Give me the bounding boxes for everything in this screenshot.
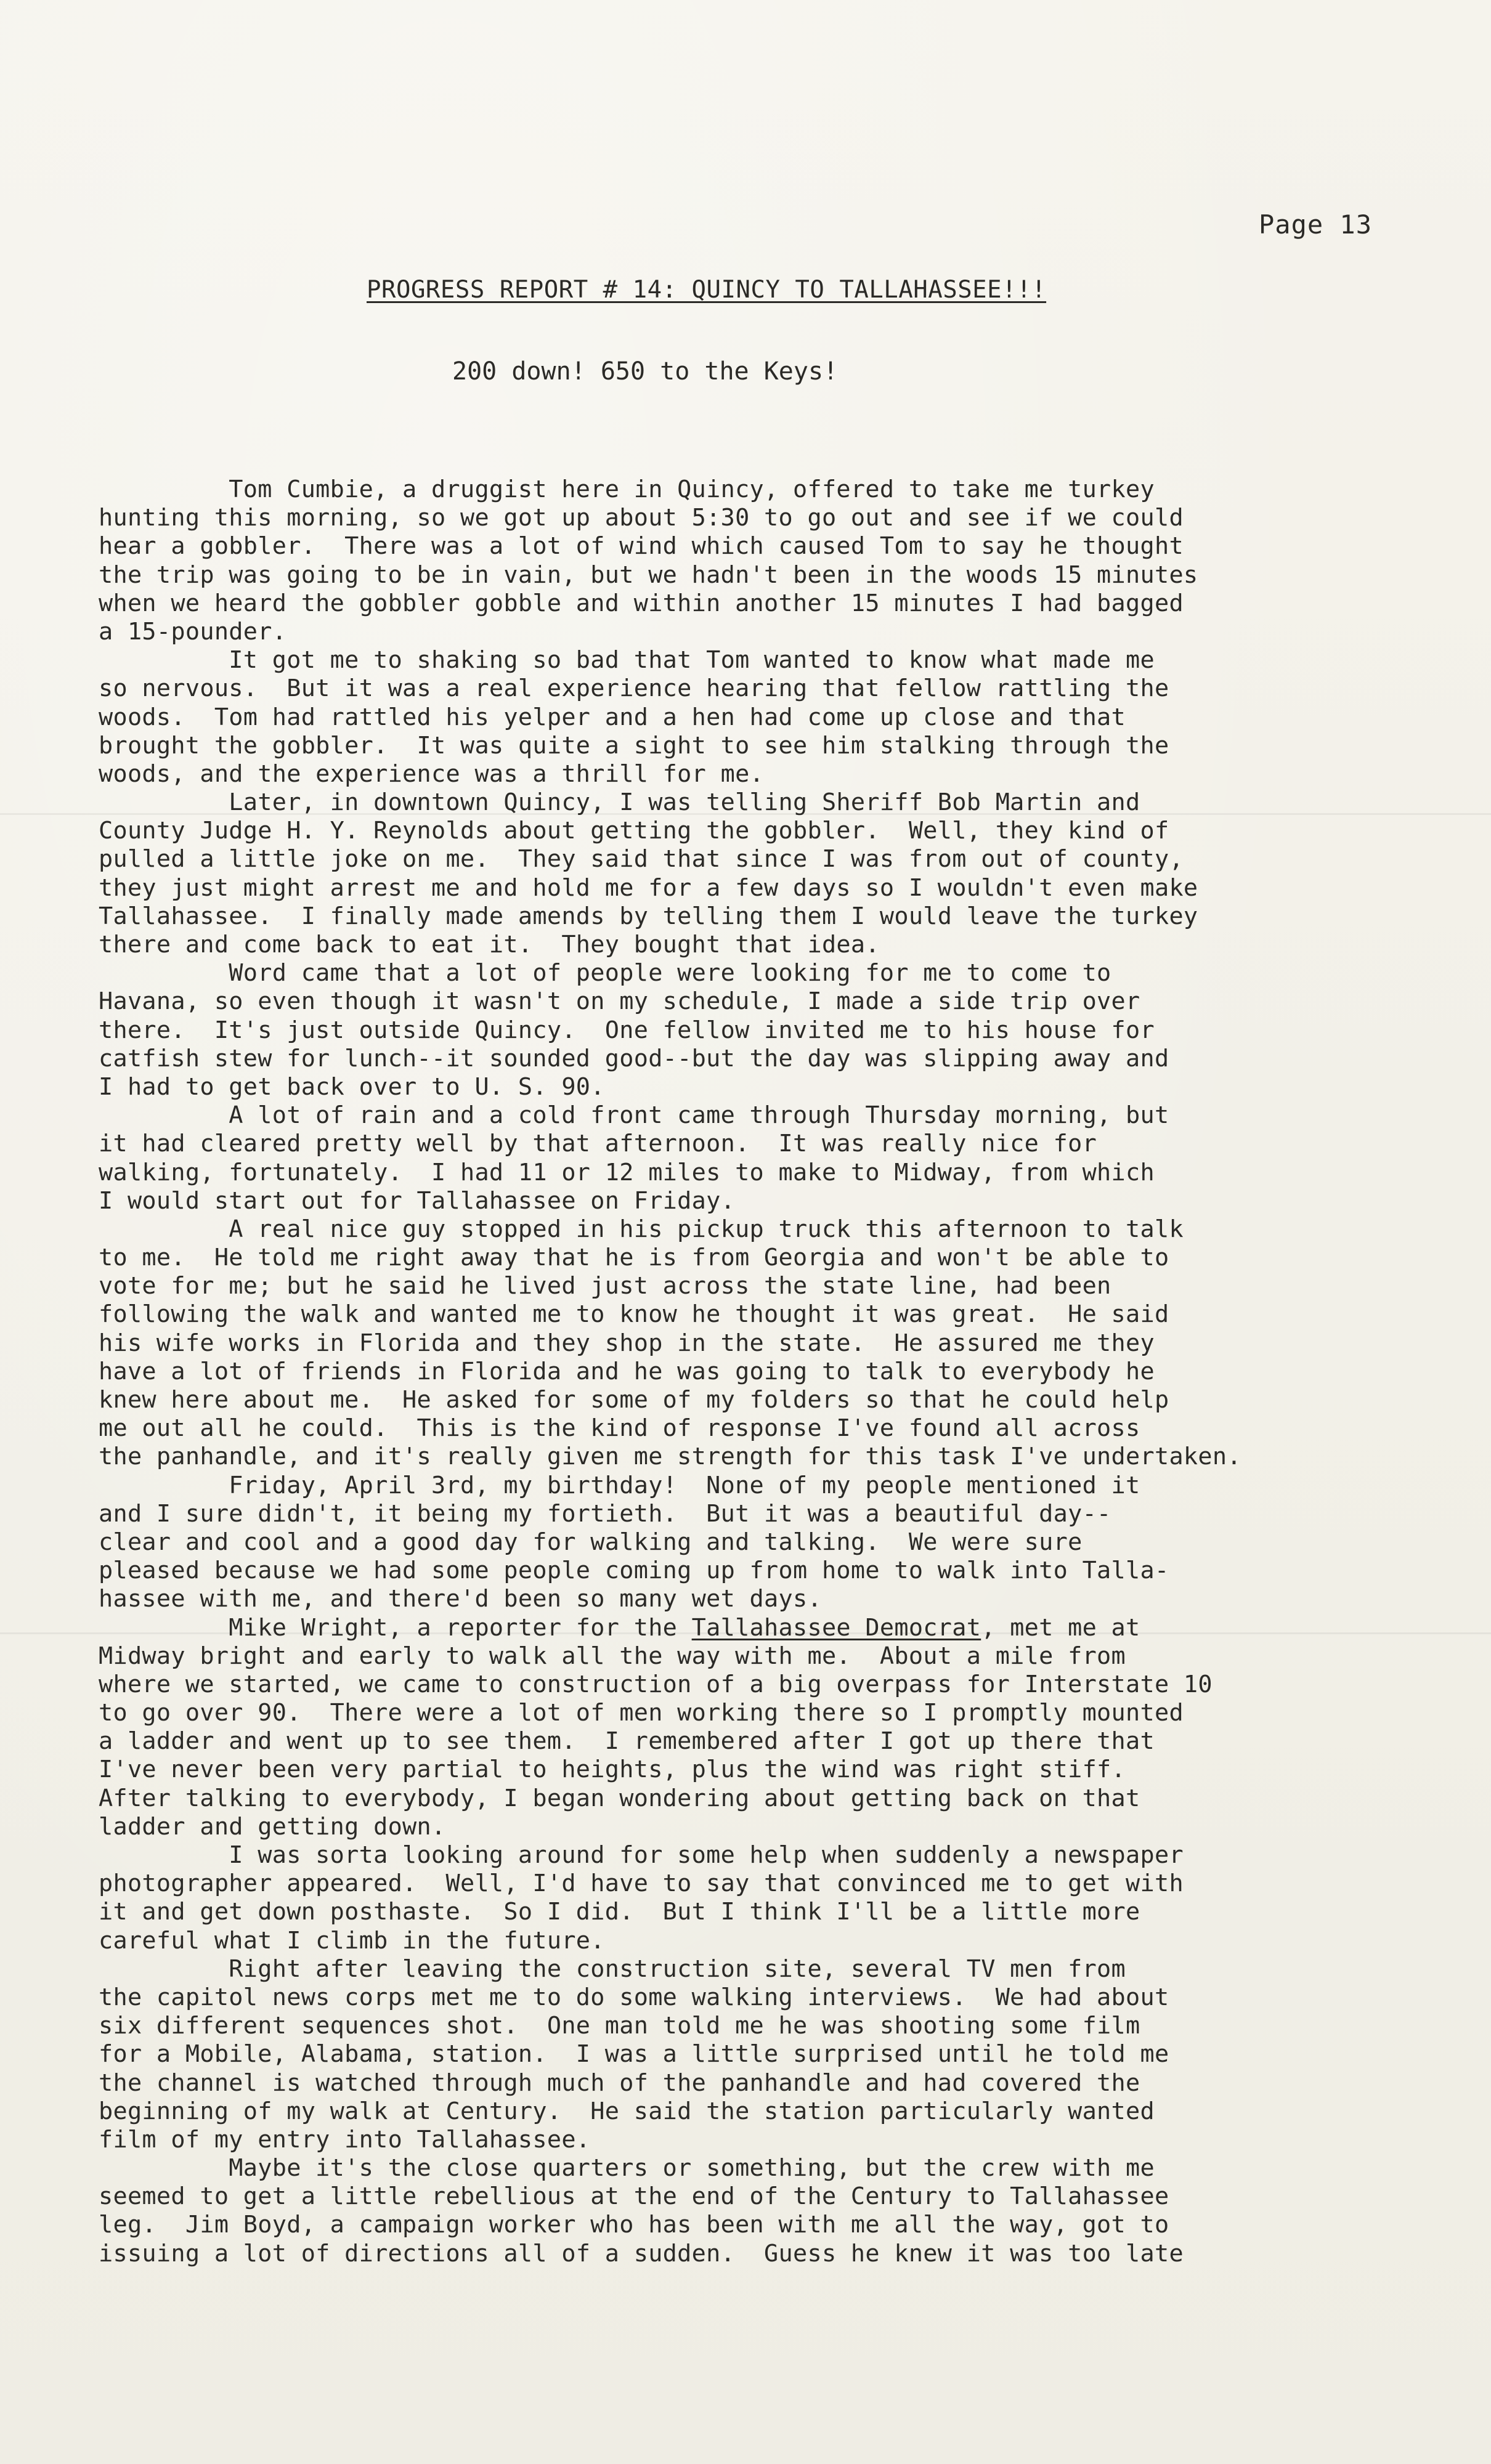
body-line: they just might arrest me and hold me for a few days so I wouldn't even make	[99, 873, 1198, 902]
body-line: A lot of rain and a cold front came through Thursday morning, but	[99, 1101, 1169, 1130]
report-subtitle: 200 down! 650 to the Keys!	[452, 357, 839, 386]
body-line: I would start out for Tallahassee on Friday.	[99, 1186, 736, 1215]
body-line: hear a gobbler. There was a lot of wind which caused Tom to say he thought	[99, 532, 1184, 561]
body-line: the panhandle, and it's really given me strength for this task I've undertaken.	[99, 1443, 1241, 1471]
body-line: woods, and the experience was a thrill for me.	[99, 760, 765, 788]
body-line: following the walk and wanted me to know he thought it was great. He said	[99, 1300, 1169, 1329]
body-line: there and come back to eat it. They bought that idea.	[99, 931, 880, 958]
body-line: I've never been very partial to heights, plus the wind was right stiff.	[99, 1756, 1126, 1784]
body-line: film of my entry into Tallahassee.	[99, 2125, 591, 2154]
body-line: clear and cool and a good day for walking and talking. We were sure	[99, 1528, 1083, 1556]
body-line: catfish stew for lunch--it sounded good--but the day was slipping away and	[99, 1044, 1169, 1072]
body-line: After talking to everybody, I began wondering about getting back on that	[99, 1784, 1140, 1812]
body-line: Later, in downtown Quincy, I was telling Sheriff Bob Martin and	[99, 788, 1140, 817]
body-line: issuing a lot of directions all of a sudden. Guess he knew it was too late	[99, 2239, 1184, 2267]
body-line: to go over 90. There were a lot of men working there so I promptly mounted	[99, 1699, 1184, 1727]
body-line: Maybe it's the close quarters or something, but the crew with me	[99, 2154, 1155, 2182]
newspaper-name: Tallahassee Democrat	[691, 1613, 981, 1642]
body-line: careful what I climb in the future.	[99, 1926, 605, 1955]
body-line: pleased because we had some people coming up from home to walk into Talla-	[99, 1557, 1169, 1585]
body-line: beginning of my walk at Century. He said the station particularly wanted	[99, 2097, 1155, 2125]
body-line: Tom Cumbie, a druggist here in Quincy, offered to take me turkey	[99, 476, 1155, 503]
body-line: to me. He told me right away that he is from Georgia and won't be able to	[99, 1244, 1169, 1272]
body-line: when we heard the gobbler gobble and within another 15 minutes I had bagged	[99, 589, 1184, 617]
body-line: a 15-pounder.	[99, 617, 287, 646]
body-line: a ladder and went up to see them. I remembered after I got up there that	[99, 1727, 1155, 1756]
body-line: It got me to shaking so bad that Tom wanted to know what made me	[99, 646, 1155, 675]
body-line: and I sure didn't, it being my fortieth. But it was a beautiful day--	[99, 1499, 1111, 1528]
body-line: A real nice guy stopped in his pickup truck this afternoon to talk	[99, 1215, 1184, 1243]
body-line: for a Mobile, Alabama, station. I was a little surprised until he told me	[99, 2040, 1169, 2069]
body-line: his wife works in Florida and they shop in the state. He assured me they	[99, 1329, 1155, 1357]
body-line: I was sorta looking around for some help when suddenly a newspaper	[99, 1841, 1184, 1869]
body-line: Havana, so even though it wasn't on my schedule, I made a side trip over	[99, 987, 1140, 1016]
body-line: seemed to get a little rebellious at the end of the Century to Tallahassee	[99, 2182, 1169, 2211]
body-line: there. It's just outside Quincy. One fellow invited me to his house for	[99, 1016, 1155, 1044]
body-line-prefix: Mike Wright, a reporter for the	[99, 1613, 692, 1642]
body-line: Right after leaving the construction site, several TV men from	[99, 1955, 1126, 1983]
body-line: woods. Tom had rattled his yelper and a hen had come up close and that	[99, 703, 1126, 731]
body-line: leg. Jim Boyd, a campaign worker who has been with me all the way, got to	[99, 2211, 1169, 2239]
body-line: hunting this morning, so we got up about 5:30 to go out and see if we could	[99, 504, 1184, 532]
body-line: I had to get back over to U. S. 90.	[99, 1072, 605, 1101]
body-line: brought the gobbler. It was quite a sight to see him stalking through the	[99, 731, 1169, 760]
body-line: have a lot of friends in Florida and he was going to talk to everybody he	[99, 1357, 1155, 1385]
body-line: the trip was going to be in vain, but we hadn't been in the woods 15 minutes	[99, 561, 1198, 589]
body-line: Tallahassee. I finally made amends by telling them I would leave the turkey	[99, 902, 1198, 930]
page-number: Page 13	[1259, 209, 1373, 240]
body-line-suffix: , met me at	[981, 1613, 1140, 1642]
report-title: PROGRESS REPORT # 14: QUINCY TO TALLAHASSEE!!!	[367, 276, 1047, 304]
body-line: six different sequences shot. One man told me he was shooting some film	[99, 2012, 1140, 2040]
body-line: hassee with me, and there'd been so many wet days.	[99, 1585, 822, 1613]
body-line: the capitol news corps met me to do some walking interviews. We had about	[99, 1983, 1169, 2011]
body-line: pulled a little joke on me. They said that since I was from out of county,	[99, 845, 1184, 873]
body-line: photographer appeared. Well, I'd have to say that convinced me to get with	[99, 1870, 1184, 1898]
body-line: Midway bright and early to walk all the way with me. About a mile from	[99, 1642, 1126, 1670]
body-line: Word came that a lot of people were looking for me to come to	[99, 959, 1111, 987]
body-line: ladder and getting down.	[99, 1812, 446, 1841]
body-line: so nervous. But it was a real experience hearing that fellow rattling the	[99, 675, 1169, 703]
body-line: it and get down posthaste. So I did. But I think I'll be a little more	[99, 1898, 1140, 1926]
body-line: vote for me; but he said he lived just across the state line, had been	[99, 1272, 1111, 1300]
report-body	[99, 476, 1485, 2268]
body-line-with-newspaper	[99, 1614, 1485, 1642]
body-line: the channel is watched through much of the panhandle and had covered the	[99, 2069, 1140, 2097]
body-line: Friday, April 3rd, my birthday! None of my people mentioned it	[99, 1471, 1140, 1499]
body-line: County Judge H. Y. Reynolds about getting the gobbler. Well, they kind of	[99, 817, 1169, 845]
body-line: me out all he could. This is the kind of response I've found all across	[99, 1414, 1140, 1443]
body-line: it had cleared pretty well by that afternoon. It was really nice for	[99, 1130, 1097, 1158]
body-line: knew here about me. He asked for some of my folders so that he could help	[99, 1386, 1169, 1414]
body-line: walking, fortunately. I had 11 or 12 miles to make to Midway, from which	[99, 1158, 1155, 1186]
body-line: where we started, we came to construction of a big overpass for Interstate 10	[99, 1670, 1213, 1698]
